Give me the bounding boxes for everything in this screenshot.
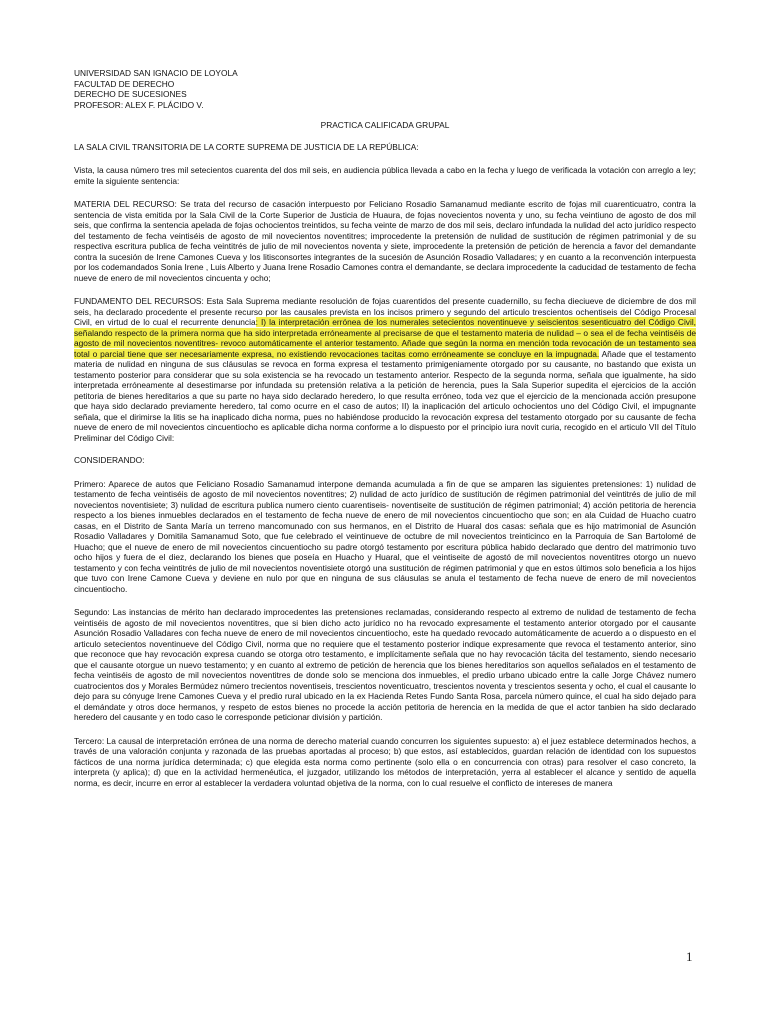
- university-name: UNIVERSIDAD SAN IGNACIO DE LOYOLA: [74, 68, 238, 78]
- court-heading: LA SALA CIVIL TRANSITORIA DE LA CORTE SUPREMA DE JUSTICIA DE LA REPÚBLICA:: [74, 141, 419, 152]
- fundamento-text-start: FUNDAMENTO DEL RECURSOS: Esta Sala Suprema mediante resolución de fojas cuarentidos del presente cuadernillo, su fecha dieciueve de diciembre de dos mil seis, ha declarado procedente el presente recurso por las causales prevista en los incisos primero y segundo del articulo trescientos ochentiseis del Código Procesal Civil, en virtud de lo cual el recurrente denuncia: [74, 296, 696, 327]
- document-title: PRACTICA CALIFICADA GRUPAL: [320, 120, 450, 130]
- document-page: [74, 68, 696, 788]
- fundamento-paragraph: [74, 296, 696, 443]
- page-number: 1: [686, 949, 693, 964]
- professor-name: PROFESOR: ALEX F. PLÁCIDO V.: [74, 99, 204, 110]
- document-header: [74, 68, 696, 110]
- faculty-name: FACULTAD DE DERECHO: [74, 78, 175, 89]
- segundo-paragraph: Segundo: Las instancias de mérito han declarado improcedentes las pretensiones reclamadas, considerando respecto al extremo de nulidad de testamento de fecha veintiséis de agosto de mil novecientos noventitres, que si bien dicho acto jurídico no ha revocado expresamente el testamento anterior otorgado por el causante Asunción Rosadio Valladares con fecha nueve de enero de mil novecientos cincuentiocho, este ha quedado revocado automáticamente de acuerdo a o dispuesto en el articulo setecientos noventinueve del Código Civil, norma que no requiere que el testamento posterior indique expresamente que revoca el testamento anterior, sino que reconoce que hay revocación expresa cuando se otorga otro testamento, e implícitamente señala que no hay revocación tácita del testamento, siendo necesario que el causante otorgue un nuevo testamento; y en cuanto al extremo de petición de herencia que los bienes hereditarios son aquellos señalados en el testamento de fecha veintiséis de agosto de mil novecientos noventitres de donde solo se menciona dos inmuebles, el predio urbano ubicado entre la calle Jorge Chávez numero cuatrocientos dos y Morales Bermúdez número trecientos noventiseis, trescientos noventicuatro, trescientos noventa y trescientos sesenta y ocho, el cual el causante lo dejo para su cónyuge Irene Camones Cueva y el predio rural ubicado en la ex Hacienda Retes Fundo Santa Rosa, parcela número quince, el cual ha sido dejado para el demándate y otros doce hermanos, y respeto de estos bienes no procede la acción petitoria de herencia en la medida de que el actor tanbien ha sido declarado heredero del causante y en todo caso le corresponde peticionar división y partición.: [74, 607, 696, 722]
- considerando-heading: CONSIDERANDO:: [74, 455, 145, 465]
- course-name: DERECHO DE SUCESIONES: [74, 89, 187, 99]
- highlighted-text: : I) la interpretación errónea de los numerales setecientos noventinueve y seiscientos sesenticuatro del Código Civil, señalando respecto de la primera norma que ha sido interpretada erróneamente al precisarse de que el testamento materia de nulidad – o sea el de fecha veintiséis de agosto de mil novecientos noventitres- revoco automáticamente el anterior testamento. Añade que según la norma en mención toda revocación de un testamento sea total o parcial tiene que ser necesariamente expresa, no existiendo revocaciones tacitas como erróneamente se concluye en la impugnada.: [74, 317, 696, 359]
- intro-paragraph: Vista, la causa número tres mil setecientos cuarenta del dos mil seis, en audiencia pública llevada a cabo en la fecha y luego de verificada la votación con arreglo a ley; emite la siguiente sentencia:: [74, 165, 696, 186]
- primero-paragraph: Primero: Aparece de autos que Feliciano Rosadio Samanamud interpone demanda acumulada a fin de que se amparen las siguientes pretensiones: 1) nulidad de testamento de fecha veintiséis de agosto de mil novecientos noventitres; 2) nulidad de acto jurídico de sustitución de régimen patrimonial del veintitrés de julio de mil novecientos noventisiete; 3) nulidad de escritura publica numero ciento cuarentiseis- noventiseite de sustitución de régimen patrimonial; 4) acción petitoria de herencia respecto a los bienes inmuebles declarados en el testamento de fecha nueve de enero de mil novecientos cincuentiocho que son; en ala Cuidad de Huacho cuatro casas, en el Distrito de Santa María un terreno mancomunado con sus hermanos, en el Distrito de Huaral dos casas: señala que es hijo matrimonial de Asunción Rosadio Valladares y Domitila Samanamud Soto, que fue celebrado el veintinueve de octubre de mil novecientos treinticinco en la Parroquia de San Bartolomé de Huacho; que el nueve de enero de mil novecientos cincuentiocho su padre otorgó testamento por escritura pública habido declarado que dentro del matrimonio tuvo ocho hijos y fuera de el diez, declarando los bienes que poseía en Huacho y Huaral, que el veintiseite de agostó de mil novecientos noventitres otorgo un nuevo testamento y con fecha veintitrés de julio de mil novecientos noventisiete otorgó una sustitución de régimen patrimonial y que en estos últimos solo beneficia a los hijos que tuvo con Irene Camone Cueva y deviene en nulo por que en ninguna de sus cláusulas se anula el testamento de fecha nueve de enero de mil novecientos cincuentiocho.: [74, 478, 696, 594]
- tercero-paragraph: Tercero: La causal de interpretación errónea de una norma de derecho material cuando concurren los siguientes supuesto: a) el juez establece determinados hechos, a través de una valoración conjunta y razonada de las pruebas aportadas al proceso; b) que estos, así establecidos, guardan relación de identidad con los supuestos fácticos de una norma jurídica determinada; c) que elegida esta norma como pertinente (solo ella o en concurrencia con otras) para resolver el caso concreto, la interpreta (y aplica); d) que en la actividad hermenéutica, el juzgador, utilizando los métodos de interpretación, yerra al establecer el alcance y sentido de aquella norma, es decir, incurre en error al establecer la verdadera voluntad objetiva de la norma, con lo cual resuelve el conflicto de intereses de manera: [74, 735, 696, 788]
- materia-paragraph: MATERIA DEL RECURSO: Se trata del recurso de casación interpuesto por Feliciano Rosadio Samanamud mediante escrito de fojas mil cuarenticuatro, contra la sentencia de vista emitida por la Sala Civil de la Corte Superior de Justicia de Huaura, de fojas novecientos noventa y uno, su fecha veintiuno de agosto de dos mil seis, que confirma la sentencia apelada de fojas ochocientos treintidos, su fecha veinte de marzo de dos mil seis, declaro infundada la nulidad del acto jurídico respecto del testamento de fecha veintiséis de agosto de mil novecientos noventitres; improcedente la pretensión de nulidad de sustitución de régimen patrimonial y de su respectiva escritura publica de fecha veintitrés de julio de mil novecientos noventa y siete, improcedente la pretensión de petición de herencia a favor del demandante contra la sucesión de Irene Camones Cueva y los litisconsortes integrantes de la sucesión de Asunción Rosadio Valladares; y en cuanto a la reconvención interpuesta por los codemandados Sonia Irene , Luis Alberto y Juana Irene Rosadio Camones contra el demandante, se declara improcedente la caducidad de testamento de fecha nueve de enero de mil novecientos cincuenta y ocho;: [74, 199, 696, 283]
- fundamento-text-end: Añade que el testamento materia de nulidad en ninguna de sus cláusulas se revoca en forma expresa el testamento primigeniamente otorgado por su causante, no bastando que exista un testamento posterior para considerar que su sola existencia se ha revocado un testamento anterior. Respecto de la segunda norma, señala que igualmente, ha sido interpretada erróneamente al desestimarse por infundada su pretensión relativa a la petición de herencia, pues la Sala Superior supedita el ejercicios de la acción petitoria de bienes hereditarios a que su parte no haya sido declarado heredero, lo que resulta erróneo, toda vez que el ejercicio de la mencionada acción presupone que haya sido declarado previamente heredero, tal como ocurre en el caso de autos; II) la inaplicación del articulo ochocientos uno del Código Civil, el impugnante señala, que el dirimirse la litis se ha inaplicado dicha norma, pues no habiéndose producido la revocación expresa del testamento otorgado por su causante de fecha nueve de enero de mil novecientos cincuentiocho es aplicable dicha norma conforme a lo dispuesto por el principio iura novit curia, recogido en el articulo VII del Título Preliminar del Código Civil:: [74, 348, 696, 443]
